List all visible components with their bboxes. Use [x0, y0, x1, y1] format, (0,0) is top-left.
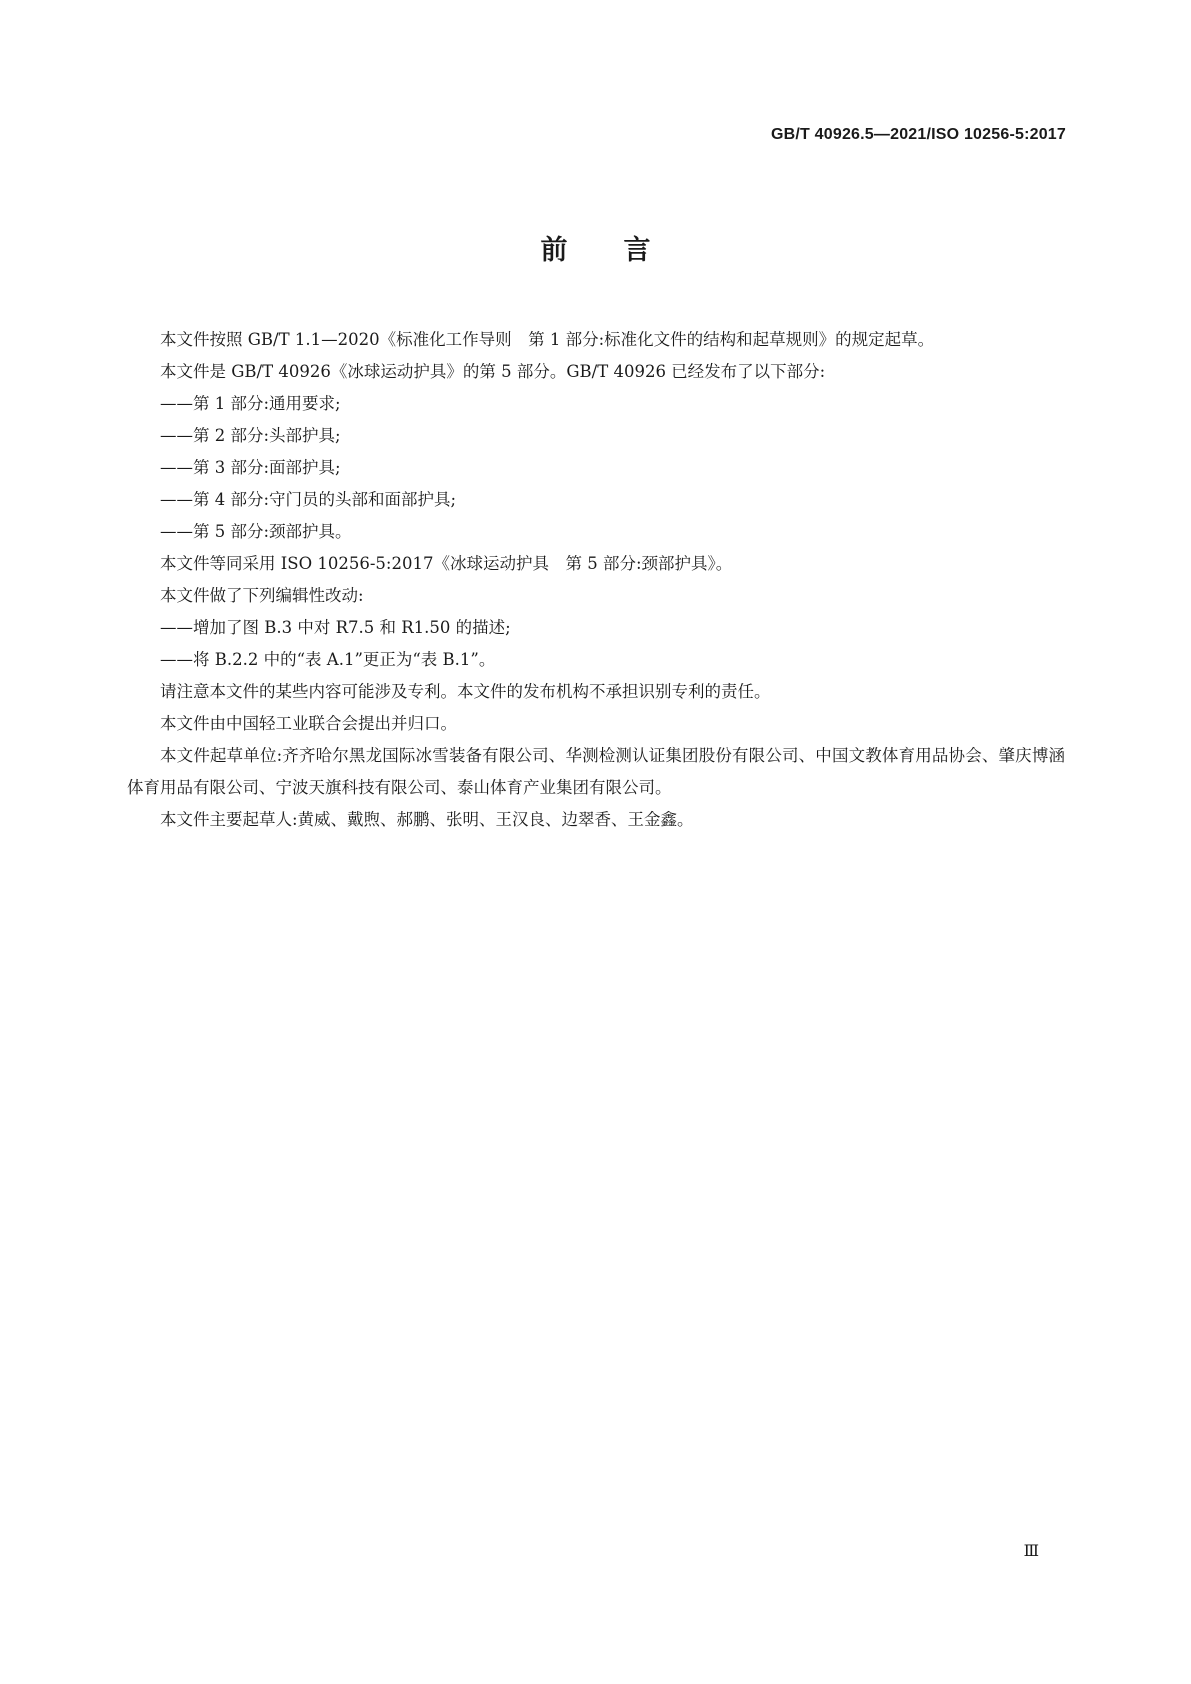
paragraph-patent-notice: 请注意本文件的某些内容可能涉及专利。本文件的发布机构不承担识别专利的责任。 [160, 682, 771, 701]
foreword-body [127, 324, 1065, 836]
paragraph-equivalence: 本文件等同采用 ISO 10256-5:2017《冰球运动护具 第 5 部分:颈部护具》。 [160, 554, 733, 573]
paragraph-drafting-rules: 本文件按照 GB/T 1.1—2020《标准化工作导则 第 1 部分:标准化文件的结构和起草规则》的规定起草。 [160, 330, 935, 349]
list-item-change-2: ——将 B.2.2 中的“表 A.1”更正为“表 B.1”。 [160, 650, 496, 669]
paragraph-editorial-changes: 本文件做了下列编辑性改动: [160, 586, 364, 605]
list-item-change-1: ——增加了图 B.3 中对 R7.5 和 R1.50 的描述; [160, 618, 511, 637]
paragraph-drafters: 本文件主要起草人:黄威、戴煦、郝鹏、张明、王汉良、边翠香、王金鑫。 [160, 810, 694, 829]
list-item-part-2: ——第 2 部分:头部护具; [160, 426, 341, 445]
paragraph-drafting-units: 本文件起草单位:齐齐哈尔黑龙国际冰雪装备有限公司、华测检测认证集团股份有限公司、中国文教体育用品协会、肇庆博涵体育用品有限公司、宁波天旗科技有限公司、泰山体育产业集团有限公司。 [127, 746, 1065, 797]
standard-code-header: GB/T 40926.5—2021/ISO 10256-5:2017 [771, 126, 1066, 143]
paragraph-proposer: 本文件由中国轻工业联合会提出并归口。 [160, 714, 457, 733]
list-item-part-1: ——第 1 部分:通用要求; [160, 394, 341, 413]
list-item-part-3: ——第 3 部分:面部护具; [160, 458, 341, 477]
list-item-part-4: ——第 4 部分:守门员的头部和面部护具; [160, 490, 457, 509]
list-item-part-5: ——第 5 部分:颈部护具。 [160, 522, 352, 541]
page-title: 前言 [540, 235, 707, 266]
paragraph-series-intro: 本文件是 GB/T 40926《冰球运动护具》的第 5 部分。GB/T 40926 已经发布了以下部分: [160, 362, 826, 381]
page-number: Ⅲ [1023, 1543, 1039, 1560]
